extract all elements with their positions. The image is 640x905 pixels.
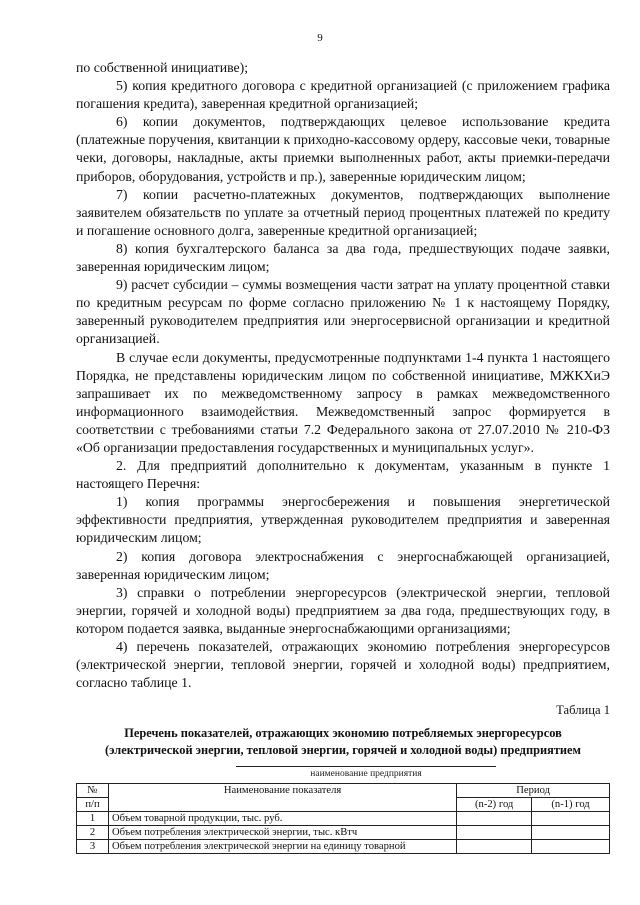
paragraph: 8) копия бухгалтерского баланса за два года, предшествующих подаче заявки, заверенная юридическим лицом; (76, 240, 610, 275)
table-row (77, 826, 610, 840)
row-value-n1 (532, 840, 610, 854)
paragraph: 7) копии расчетно-платежных документов, подтверждающих выполнение заявителем обязательств по уплате за отчетный период процентных платежей по кредиту и погашение основного долга, заверенные кредитной организацией; (76, 186, 610, 238)
paragraph: 2. Для предприятий дополнительно к документам, указанным в пункте 1 настоящего Перечня: (76, 458, 610, 492)
row-indicator: Объем потребления электрической энергии, тыс. кВтч (108, 826, 456, 840)
table-title (76, 725, 610, 758)
row-value-n2 (457, 826, 532, 840)
body-text (76, 59, 610, 692)
paragraph: 1) копия программы энергосбережения и повышения энергетической эффективности предприятия, утвержденная руководителем предприятия и заверенная юридическим лицом; (76, 494, 610, 546)
paragraph: 2) копия договора электроснабжения с энергоснабжающей организацией, заверенная юридическим лицом; (76, 548, 610, 582)
header-year-n2: (n-2) год (457, 798, 532, 812)
header-number: № (77, 784, 109, 798)
paragraph: по собственной инициативе); (76, 60, 249, 75)
row-number: 1 (77, 812, 109, 826)
row-indicator: Объем потребления электрической энергии на единицу товарной (108, 840, 456, 854)
paragraph: В случае если документы, предусмотренные подпунктами 1-4 пункта 1 настоящего Порядка, не представлены юридическим лицом по собственной инициативе, МЖКХиЭ запрашивает их по межведомственному запросу в рамках межведомственного информационного взаимодействия. Межведомственный запрос формируется в соответствии с требованиями статьи 7.2 Федерального закона от 27.07.2010 № 210-ФЗ «Об организации предоставления государственных и муниципальных услуг». (76, 349, 610, 455)
table-row (77, 812, 610, 826)
header-number-sub: п/п (77, 798, 109, 812)
paragraph: 6) копии документов, подтверждающих целевое использование кредита (платежные поручения, квитанции к приходно-кассовому ордеру, кассовые чеки, товарные чеки, договоры, накладные, акты приемки выполненных работ, акты приемки-передачи приборов, оборудования, устройств и пр.), заверенные юридическим лицом; (76, 114, 610, 184)
table-row (77, 840, 610, 854)
row-number: 3 (77, 840, 109, 854)
paragraph: 9) расчет субсидии – суммы возмещения части затрат на уплату процентной ставки по кредитным ресурсам по форме согласно приложению № 1 к настоящему Порядку, заверенный руководителем предприятия или энергосервисной организации и кредитной организацией. (76, 277, 610, 347)
page-number: 9 (317, 32, 323, 44)
paragraph: 3) справки о потреблении энергоресурсов (электрической энергии, тепловой энергии, горячей и холодной воды) предприятием за два года, предшествующих году, в котором подается заявка, выданные энергоснабжающими организациями; (76, 584, 610, 636)
header-indicator-name: Наименование показателя (108, 784, 456, 812)
paragraph: 4) перечень показателей, отражающих экономию потребления энергоресурсов (электрической энергии, тепловой энергии, горячей и холодной воды) предприятием, согласно таблице 1. (76, 639, 610, 691)
table-title-line: (электрической энергии, тепловой энергии, горячей и холодной воды) предприятием (105, 742, 581, 757)
row-value-n1 (532, 826, 610, 840)
indicators-table (76, 783, 610, 854)
row-indicator: Объем товарной продукции, тыс. руб. (108, 812, 456, 826)
row-value-n2 (457, 840, 532, 854)
table-header-row (77, 784, 610, 798)
row-value-n2 (457, 812, 532, 826)
table-number: Таблица 1 (556, 703, 610, 717)
row-value-n1 (532, 812, 610, 826)
header-period: Период (457, 784, 610, 798)
row-number: 2 (77, 826, 109, 840)
paragraph: 5) копия кредитного договора с кредитной организацией (с приложением графика погашения кредита), заверенная кредитной организацией; (76, 78, 610, 112)
org-name-line (236, 766, 496, 767)
org-name-label: наименование предприятия (310, 769, 422, 779)
header-year-n1: (n-1) год (532, 798, 610, 812)
table-title-line: Перечень показателей, отражающих экономию потребляемых энергоресурсов (124, 726, 562, 740)
